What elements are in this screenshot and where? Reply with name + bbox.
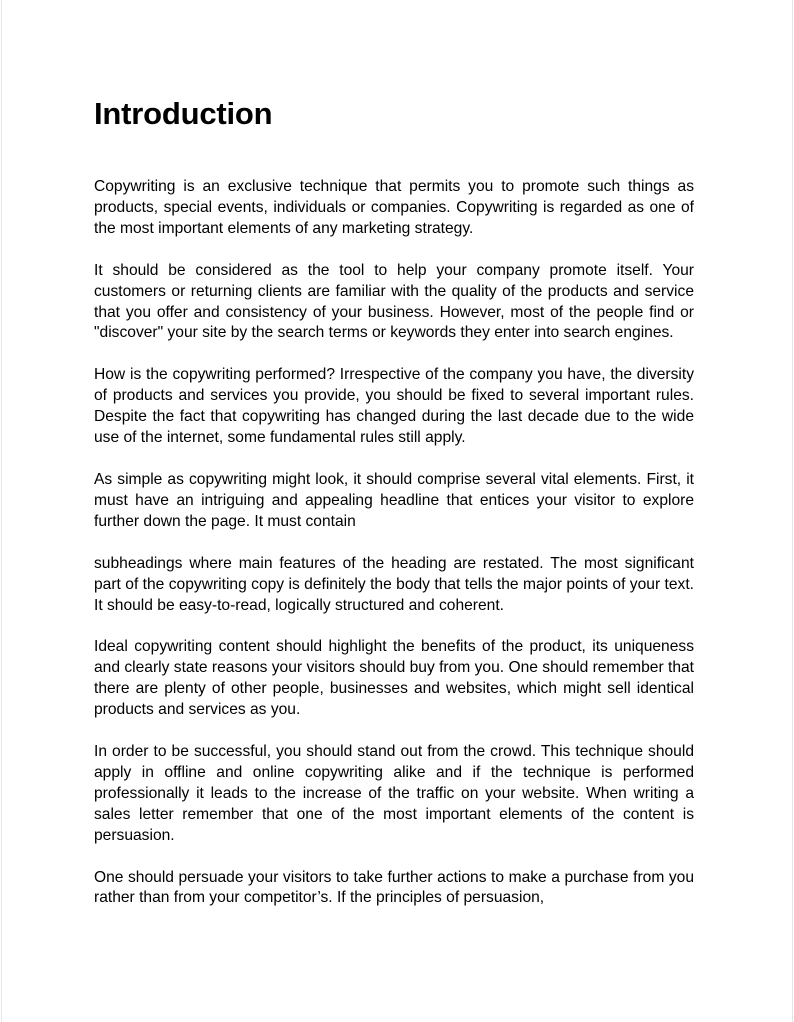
page-content — [94, 92, 694, 930]
paragraph-2: It should be considered as the tool to help your company promote itself. Your customers or returning clients are familiar with the quality of the products and service that you offer and consistency of your business. However, most of the people find or "discover" your site by the search terms or keywords they enter into search engines. — [94, 261, 694, 342]
paragraph-4: As simple as copywriting might look, it should comprise several vital elements. First, it must have an intriguing and appealing headline that entices your visitor to explore further down the page. It must contain — [94, 470, 694, 530]
paragraph-3: How is the copywriting performed? Irrespective of the company you have, the diversity of products and services you provide, you should be fixed to several important rules. Despite the fact that copywriting has changed during the last decade due to the wide use of the internet, some fundamental rules still apply. — [94, 366, 694, 447]
paragraph-1: Copywriting is an exclusive technique that permits you to promote such things as products, special events, individuals or companies. Copywriting is regarded as one of the most important elements of any marketing strategy. — [94, 178, 694, 237]
paragraph-6: Ideal copywriting content should highlight the benefits of the product, its uniqueness and clearly state reasons your visitors should buy from you. One should remember that there are plenty of other people, businesses and websites, which might sell identical products and services as you. — [94, 638, 694, 719]
page-title: Introduction — [94, 96, 273, 131]
paragraph-7: In order to be successful, you should stand out from the crowd. This technique should apply in offline and online copywriting alike and if the technique is performed professionally it leads to the increase of the traffic on your website. When writing a sales letter remember that one of the most important elements of the content is persuasion. — [94, 743, 694, 844]
body-text — [94, 177, 694, 909]
document-page — [1, 0, 793, 1022]
paragraph-5: subheadings where main features of the heading are restated. The most significant part of the copywriting copy is definitely the body that tells the major points of your text. It should be easy-to-read, logically structured and coherent. — [94, 554, 694, 614]
paragraph-8: One should persuade your visitors to take further actions to make a purchase from you rather than from your competitor’s. If the principles of persuasion, — [94, 868, 694, 907]
